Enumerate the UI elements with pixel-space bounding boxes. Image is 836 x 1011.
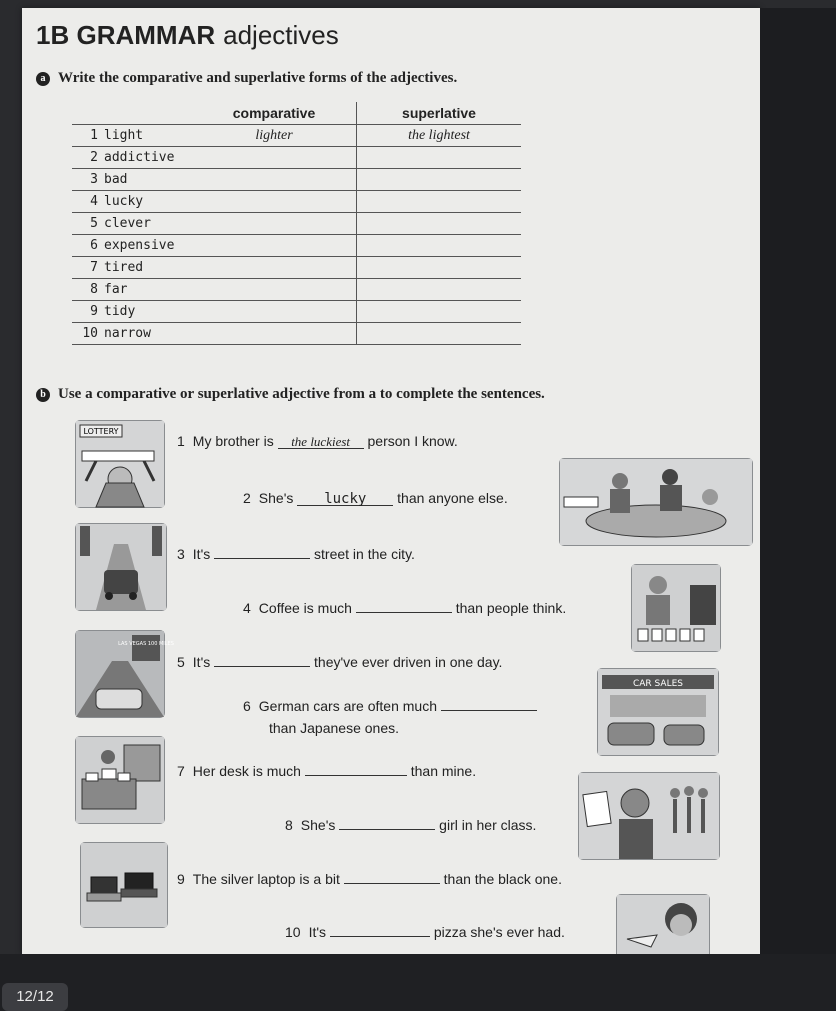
comparative-cell[interactable] xyxy=(192,191,357,213)
superlative-cell[interactable]: the lightest xyxy=(357,125,522,147)
superlative-cell[interactable] xyxy=(357,213,522,235)
table-row xyxy=(72,125,521,147)
answer-blank[interactable] xyxy=(305,761,407,776)
street-picture xyxy=(75,523,167,611)
worksheet-page xyxy=(22,8,760,954)
table-row xyxy=(72,191,521,213)
viewer-bottom-bar xyxy=(0,954,836,1011)
meeting-picture xyxy=(559,458,753,546)
comparative-cell[interactable] xyxy=(192,323,357,345)
lottery-picture xyxy=(75,420,165,508)
sentence-1: 1 My brother is the luckiest person I know. xyxy=(177,433,458,449)
table-row xyxy=(72,301,521,323)
table-row xyxy=(72,323,521,345)
comparative-cell[interactable] xyxy=(192,257,357,279)
answer-blank[interactable] xyxy=(339,815,435,830)
answer-blank[interactable]: the luckiest xyxy=(278,434,364,449)
superlative-cell[interactable] xyxy=(357,323,522,345)
superlative-cell[interactable] xyxy=(357,279,522,301)
answer-blank[interactable] xyxy=(214,652,310,667)
adjective-cell: 1 light xyxy=(72,125,192,147)
page-counter[interactable]: 12/12 xyxy=(2,983,68,1011)
adjective-cell: 9 tidy xyxy=(72,301,192,323)
superlative-cell[interactable] xyxy=(357,257,522,279)
adjective-cell: 10 narrow xyxy=(72,323,192,345)
comparative-cell[interactable] xyxy=(192,169,357,191)
adjective-cell: 4 lucky xyxy=(72,191,192,213)
adjective-cell: 5 clever xyxy=(72,213,192,235)
page-title: 1B GRAMMAR adjectives xyxy=(36,20,339,50)
vegas-sign: LAS VEGAS 100 MILES xyxy=(118,641,174,647)
superlative-cell[interactable] xyxy=(357,235,522,257)
comparative-cell[interactable] xyxy=(192,279,357,301)
table-row xyxy=(72,169,521,191)
superlative-cell[interactable] xyxy=(357,191,522,213)
exercise-b-marker: b xyxy=(36,388,50,402)
table-row xyxy=(72,213,521,235)
answer-blank[interactable] xyxy=(214,544,310,559)
pizza-picture xyxy=(616,894,710,955)
comparative-header: comparative xyxy=(192,102,357,125)
sentence-4: 4 Coffee is much than people think. xyxy=(243,600,567,616)
girl-class-picture xyxy=(578,772,720,860)
adjective-cell: 7 tired xyxy=(72,257,192,279)
table-row xyxy=(72,235,521,257)
sentence-2: 2 She's lucky than anyone else. xyxy=(243,490,508,507)
sentence-7: 7 Her desk is much than mine. xyxy=(177,763,477,779)
car-sales-sign: CAR SALES xyxy=(632,679,684,689)
desk-picture xyxy=(75,736,165,824)
comparative-cell[interactable] xyxy=(192,213,357,235)
adjective-table xyxy=(72,102,521,345)
exercise-a-marker: a xyxy=(36,72,50,86)
superlative-cell[interactable] xyxy=(357,169,522,191)
exercise-a-instruction: a Write the comparative and superlative forms of the adjectives. xyxy=(36,70,457,87)
comparative-cell[interactable] xyxy=(192,301,357,323)
sentence-5: 5 It's they've ever driven in one day. xyxy=(177,654,503,670)
answer-blank[interactable] xyxy=(330,922,430,937)
superlative-cell[interactable] xyxy=(357,301,522,323)
table-row xyxy=(72,147,521,169)
sentence-10: 10 It's pizza she's ever had. xyxy=(285,924,565,940)
answer-blank[interactable] xyxy=(441,696,537,711)
comparative-cell[interactable] xyxy=(192,235,357,257)
adjective-cell: 2 addictive xyxy=(72,147,192,169)
sentence-6: 6 German cars are often much than Japanese ones. xyxy=(243,696,537,736)
exercise-b-instruction: b Use a comparative or superlative adjective from a to complete the sentences. xyxy=(36,386,545,403)
coffee-picture xyxy=(631,564,721,652)
superlative-cell[interactable] xyxy=(357,147,522,169)
car-sales-picture xyxy=(597,668,719,756)
superlative-header: superlative xyxy=(357,102,522,125)
adjective-cell: 6 expensive xyxy=(72,235,192,257)
comparative-cell[interactable]: lighter xyxy=(192,125,357,147)
lottery-label: LOTTERY xyxy=(83,427,119,436)
laptops-picture xyxy=(80,842,168,928)
sentence-8: 8 She's girl in her class. xyxy=(285,817,537,833)
answer-blank[interactable] xyxy=(356,598,452,613)
adjective-cell: 3 bad xyxy=(72,169,192,191)
table-header-row xyxy=(72,102,521,125)
adjective-cell: 8 far xyxy=(72,279,192,301)
viewer-side-bar xyxy=(760,8,836,954)
comparative-cell[interactable] xyxy=(192,147,357,169)
highway-picture xyxy=(75,630,174,718)
answer-blank[interactable]: lucky xyxy=(297,491,393,506)
sentence-3: 3 It's street in the city. xyxy=(177,546,415,562)
table-row xyxy=(72,279,521,301)
answer-blank[interactable] xyxy=(344,869,440,884)
table-row xyxy=(72,257,521,279)
sentence-9: 9 The silver laptop is a bit than the black one. xyxy=(177,871,562,887)
